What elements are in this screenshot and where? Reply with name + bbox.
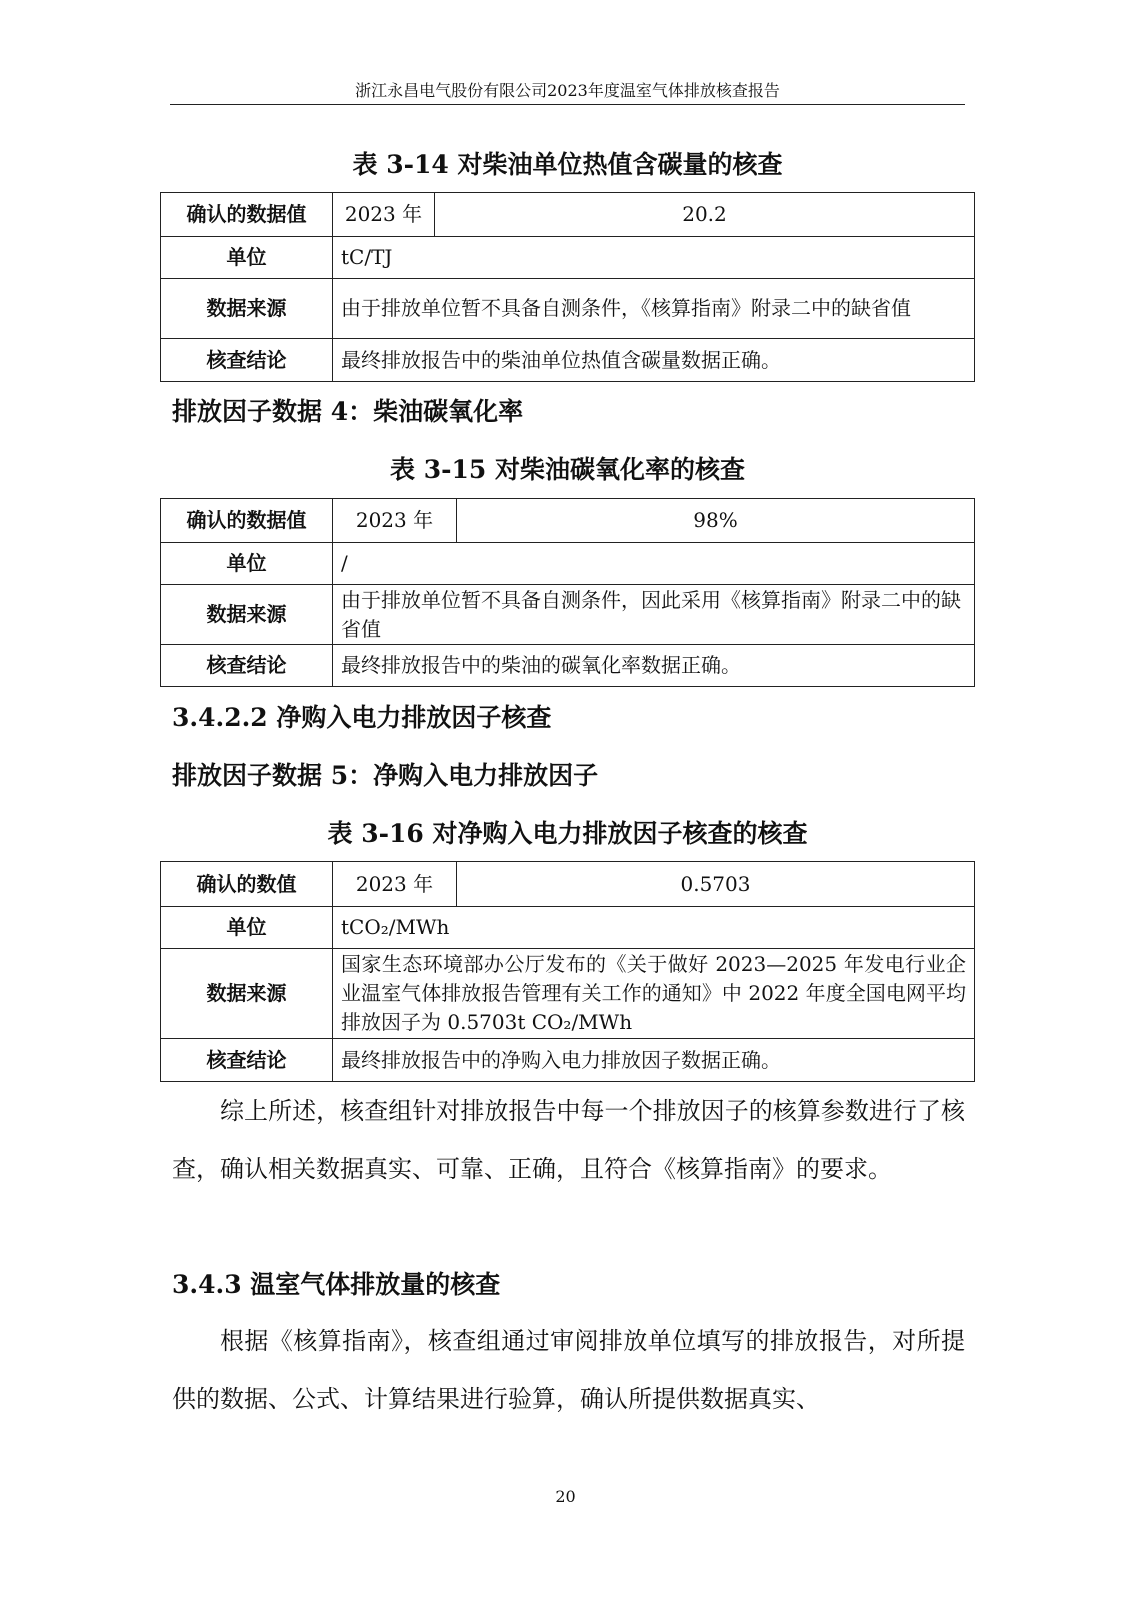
conclusion-label: 核查结论 [161, 339, 333, 382]
unit-label: 单位 [161, 237, 333, 279]
conclusion-label: 核查结论 [161, 1039, 333, 1082]
table-row [161, 279, 975, 339]
source-label: 数据来源 [161, 585, 333, 645]
source-cell: 国家生态环境部办公厅发布的《关于做好 2023—2025 年发电行业企业温室气体排放报告管理有关工作的通知》中 2022 年度全国电网平均排放因子为 0.5703t CO₂/MWh [333, 949, 975, 1039]
unit-cell: tCO₂/MWh [333, 907, 975, 949]
unit-label: 单位 [161, 543, 333, 585]
section-3-4-3-heading: 3.4.3 温室气体排放量的核查 [172, 1270, 501, 1299]
table-row [161, 862, 975, 907]
conclusion-cell: 最终排放报告中的柴油单位热值含碳量数据正确。 [333, 339, 975, 382]
running-header: 浙江永昌电气股份有限公司2023年度温室气体排放核查报告 [355, 81, 780, 100]
year-cell: 2023 年 [333, 193, 435, 237]
table-15-caption: 表 3-15 对柴油碳氧化率的核查 [390, 455, 745, 484]
conclusion-label: 核查结论 [161, 645, 333, 687]
source-cell: 由于排放单位暂不具备自测条件，《核算指南》附录二中的缺省值 [333, 279, 975, 339]
summary-paragraph: 综上所述，核查组针对排放报告中每一个排放因子的核算参数进行了核查，确认相关数据真实、可靠、正确，且符合《核算指南》的要求。 [172, 1097, 965, 1183]
table-row [161, 339, 975, 382]
table-row [161, 1039, 975, 1082]
section-3-4-2-2-heading: 3.4.2.2 净购入电力排放因子核查 [172, 703, 552, 732]
value-label: 确认的数据值 [161, 499, 333, 543]
table-row [161, 645, 975, 687]
header-divider [170, 104, 965, 105]
unit-label: 单位 [161, 907, 333, 949]
table-16 [160, 861, 975, 1082]
conclusion-cell: 最终排放报告中的净购入电力排放因子数据正确。 [333, 1039, 975, 1082]
table-row [161, 543, 975, 585]
source-label: 数据来源 [161, 949, 333, 1039]
conclusion-cell: 最终排放报告中的柴油的碳氧化率数据正确。 [333, 645, 975, 687]
table-16-caption: 表 3-16 对净购入电力排放因子核查的核查 [327, 819, 808, 848]
year-cell: 2023 年 [333, 499, 457, 543]
section-3-4-3-paragraph: 根据《核算指南》，核查组通过审阅排放单位填写的排放报告，对所提供的数据、公式、计算结果进行验算，确认所提供数据真实、 [172, 1327, 965, 1413]
table-15 [160, 498, 975, 687]
table-row [161, 499, 975, 543]
table-row [161, 907, 975, 949]
source-label: 数据来源 [161, 279, 333, 339]
table-14-caption: 表 3-14 对柴油单位热值含碳量的核查 [352, 150, 783, 179]
value-cell: 98% [457, 499, 975, 543]
value-label: 确认的数据值 [161, 193, 333, 237]
unit-cell: tC/TJ [333, 237, 975, 279]
year-cell: 2023 年 [333, 862, 457, 907]
unit-cell: / [333, 543, 975, 585]
page-number: 20 [555, 1487, 576, 1506]
table-row [161, 237, 975, 279]
value-cell: 20.2 [435, 193, 975, 237]
table-row [161, 193, 975, 237]
table-row [161, 585, 975, 645]
source-cell: 由于排放单位暂不具备自测条件，因此采用《核算指南》附录二中的缺省值 [333, 585, 975, 645]
factor-5-heading: 排放因子数据 5：净购入电力排放因子 [172, 761, 599, 790]
value-label: 确认的数值 [161, 862, 333, 907]
value-cell: 0.5703 [457, 862, 975, 907]
table-row [161, 949, 975, 1039]
factor-4-heading: 排放因子数据 4：柴油碳氧化率 [172, 397, 524, 426]
table-14 [160, 192, 975, 382]
